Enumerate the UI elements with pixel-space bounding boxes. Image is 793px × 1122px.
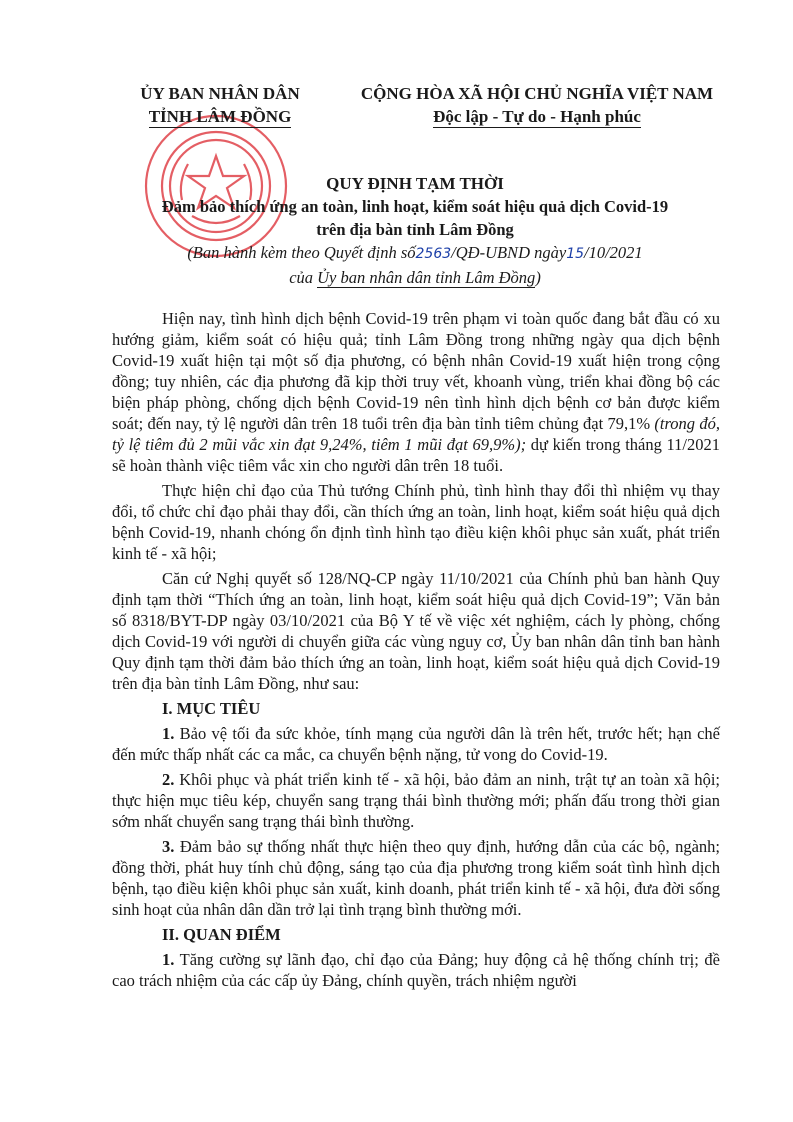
subtitle-line-2: trên địa bàn tỉnh Lâm Đồng [316, 220, 514, 239]
document-title: QUY ĐỊNH TẠM THỜI [326, 174, 504, 193]
section-heading-viewpoints: II. QUAN ĐIỂM [162, 925, 281, 944]
handwritten-day: 15 [566, 246, 585, 262]
paragraph-directive: Thực hiện chỉ đạo của Thủ tướng Chính phủ, tình hình thay đổi thì nhiệm vụ thay đổi, tổ chức chỉ đạo phải thay đổi, cần thích ứng an toàn, linh hoạt, kiểm soát hiệu quả dịch bệnh Covid-19, nhanh chóng ổn định tình hình tạo điều kiện khôi phục sản xuất, phát triển kinh tế - xã hội; [112, 481, 720, 563]
issued-line-1: (Ban hành kèm theo Quyết định số2563/QĐ-UBND ngày15/10/2021 [187, 243, 643, 262]
objective-item: 3. Đảm bảo sự thống nhất thực hiện theo quy định, hướng dẫn của các bộ, ngành; đồng thời, phát huy tính chủ động, sáng tạo của địa phương trong kiểm soát tình hình dịch bệnh, tạo điều kiện khôi phục sản xuất, kinh doanh, phát triển kinh tế - xã hội, đưa đời sống sinh hoạt của nhân dân dần trở lại tình trạng bình thường mới. [112, 837, 720, 919]
motto: Độc lập - Tự do - Hạnh phúc [433, 107, 641, 126]
section-heading-objectives: I. MỤC TIÊU [162, 699, 261, 718]
country-name: CỘNG HÒA XÃ HỘI CHỦ NGHĨA VIỆT NAM [360, 84, 714, 103]
paragraph-legal-basis: Căn cứ Nghị quyết số 128/NQ-CP ngày 11/10/2021 của Chính phủ ban hành Quy định tạm thời “Thích ứng an toàn, linh hoạt, kiểm soát hiệu quả dịch Covid-19”; Văn bản số 8318/BYT-DP ngày 03/10/2021 của Bộ Y tế về việc xét nghiệm, cách ly phòng, chống dịch Covid-19 với người di chuyển giữa các vùng nguy cơ, Ủy ban nhân dân tỉnh ban hành Quy định tạm thời đảm bảo thích ứng an toàn, linh hoạt, kiểm soát hiệu quả dịch Covid-19 trên địa bàn tỉnh Lâm Đồng, như sau: [112, 569, 720, 693]
issuing-agency [120, 82, 320, 128]
issued-line-2: của Ủy ban nhân dân tỉnh Lâm Đồng) [289, 268, 541, 287]
agency-line-2: TỈNH LÂM ĐỒNG [148, 107, 292, 126]
document-subtitle [90, 195, 740, 241]
objective-item: 2. Khôi phục và phát triển kinh tế - xã hội, bảo đảm an ninh, trật tự an toàn xã hội; thực hiện mục tiêu kép, chuyển sang trạng thái bình thường mới; phấn đấu trong thời gian sớm nhất chuyển sang trạng thái bình thường. [112, 770, 720, 831]
agency-line-1: ỦY BAN NHÂN DÂN [140, 84, 300, 103]
handwritten-decision-number: 2563 [415, 246, 452, 262]
viewpoint-item: 1. Tăng cường sự lãnh đạo, chỉ đạo của Đảng; huy động cả hệ thống chính trị; đề cao trách nhiệm của các cấp ủy Đảng, chính quyền, trách nhiệm người [112, 950, 720, 990]
issued-under-decision [90, 241, 740, 289]
subtitle-line-1: Đảm bảo thích ứng an toàn, linh hoạt, kiểm soát hiệu quả dịch Covid-19 [161, 197, 669, 216]
paragraph-situation: Hiện nay, tình hình dịch bệnh Covid-19 trên phạm vi toàn quốc đang bắt đầu có xu hướng giảm, kiểm soát có hiệu quả; tỉnh Lâm Đồng trong những ngày qua dịch bệnh Covid-19 xuất hiện tại một số địa phương, có bệnh nhân Covid-19 xuất hiện trong cộng đồng; tuy nhiên, các địa phương đã kịp thời truy vết, khoanh vùng, triển khai đồng bộ các biện pháp phòng, chống dịch bệnh Covid-19 nên tình hình dịch bệnh cơ bản được kiểm soát; đến nay, tỷ lệ người dân trên 18 tuổi trên địa bàn tỉnh tiêm chủng đạt 79,1% (trong đó, tỷ lệ tiêm đủ 2 mũi vắc xin đạt 9,24%, tiêm 1 mũi đạt 69,9%); dự kiến trong tháng 11/2021 sẽ hoàn thành việc tiêm vắc xin cho người dân trên 18 tuổi. [112, 309, 721, 475]
document-body [112, 308, 720, 995]
national-motto [322, 82, 752, 128]
objective-item: 1. Bảo vệ tối đa sức khỏe, tính mạng của người dân là trên hết, trước hết; hạn chế đến mức thấp nhất các ca mắc, ca chuyển bệnh nặng, tử vong do Covid-19. [112, 724, 720, 764]
